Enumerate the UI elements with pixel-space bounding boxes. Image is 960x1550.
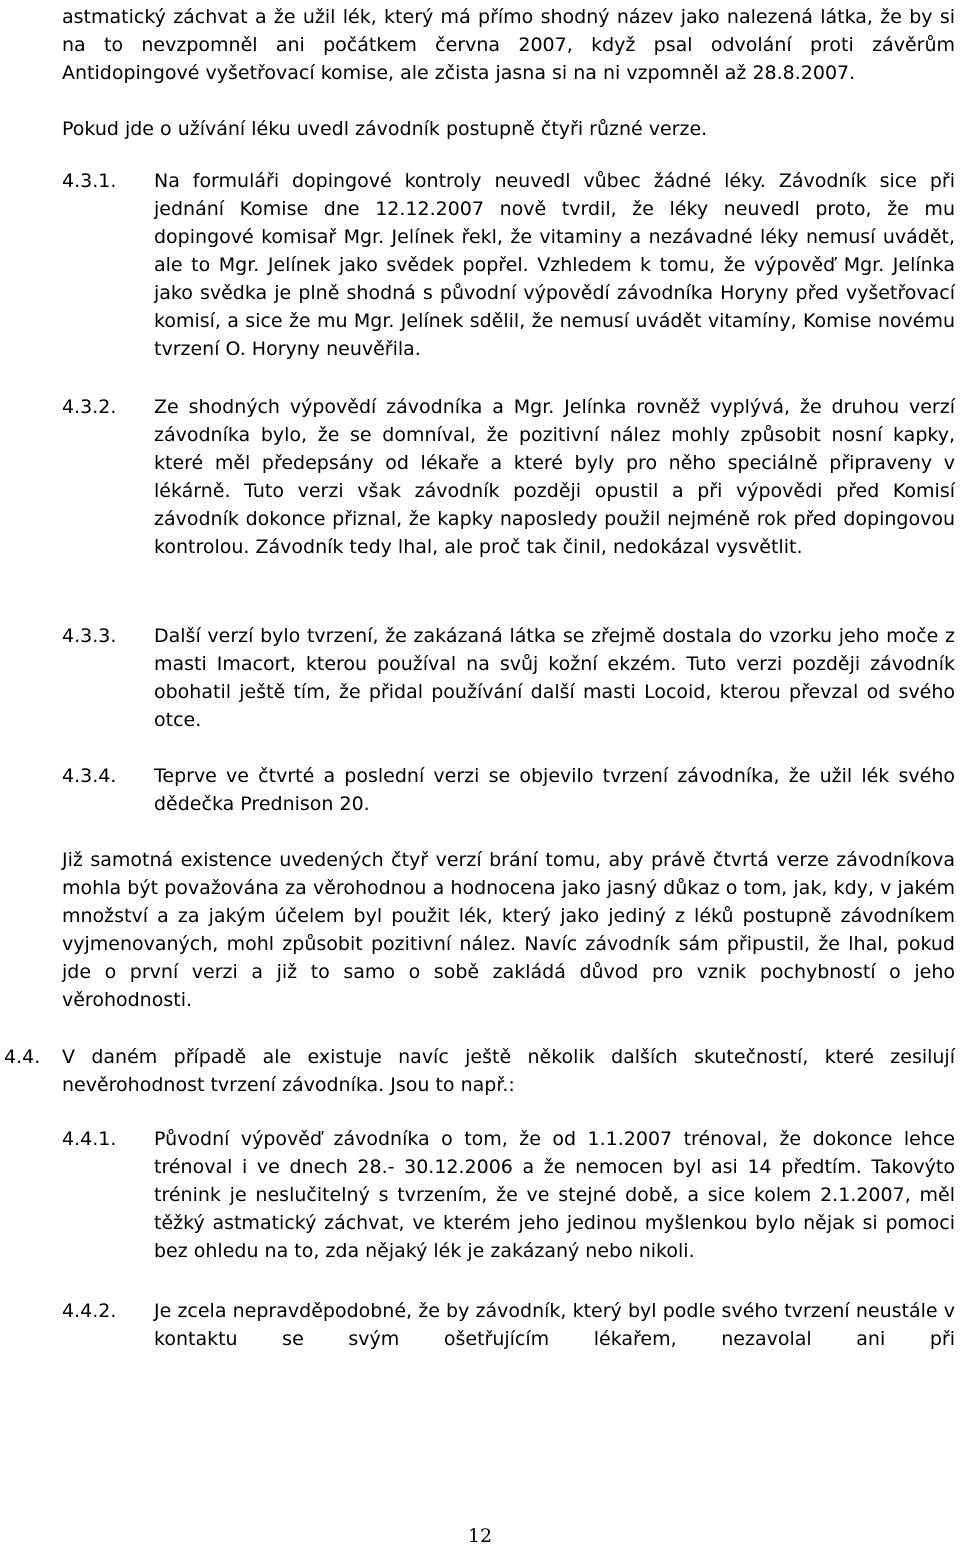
item-text-4-4-2: Je zcela nepravděpodobné, že by závodník, který byl podle svého tvrzení neustále v kontaktu se svým ošetřujícím lékařem, nezavolal ani při bbox=[154, 1300, 955, 1350]
item-text-4-3-2: Ze shodných výpovědí závodníka a Mgr. Jelínka rovněž vyplývá, že druhou verzí závodníka bylo, že se domníval, že pozitivní nález mohly způsobit nosní kapky, které měl předepsány od lékaře a které byly pro něho speciálně připraveny v lékárně. Tuto verzi však závodník později opustil a při výpovědi před Komisí závodník dokonce přiznal, že kapky naposledy použil nejméně rok před dopingovou kontrolou. Závodník tedy lhal, ale proč tak činil, nedokázal vysvětlit. bbox=[154, 396, 955, 558]
item-text-4-3-3: Další verzí bylo tvrzení, že zakázaná látka se zřejmě dostala do vzorku jeho moče z masti Imacort, kterou používal na svůj kožní ekzém. Tuto verzi později závodník obohatil ještě tím, že přidal používání další masti Locoid, kterou převzal od svého otce. bbox=[154, 625, 955, 731]
item-text-4-4-1: Původní výpověď závodníka o tom, že od 1.1.2007 trénoval, že dokonce lehce trénoval i ve dnech 28.- 30.12.2006 a že nemocen byl asi 14 předtím. Takovýto trénink je neslučitelný s tvrzením, že ve stejné době, a sice kolem 2.1.2007, měl těžký astmatický záchvat, ve kterém jeho jedinou myšlenkou bylo nějak si pomoci bez ohledu na to, zda nějaký lék je zakázaný nebo nikoli. bbox=[154, 1128, 955, 1262]
section-number-4-4: 4.4. bbox=[4, 1046, 41, 1068]
item-text-4-3-4: Teprve ve čtvrté a poslední verzi se objevilo tvrzení závodníka, že užil lék svého dědečka Prednison 20. bbox=[154, 765, 955, 815]
intro-paragraph: astmatický záchvat a že užil lék, který má přímo shodný název jako nalezená látka, že by si na to nevzpomněl ani počátkem června 2007, když psal odvolání proti závěrům Antidopingové vyšetřovací komise, ale zčista jasna si na ni vzpomněl až 28.8.2007. bbox=[62, 6, 955, 84]
item-number-4-3-4: 4.3.4. bbox=[62, 765, 117, 787]
section-text-4-4: V daném případě ale existuje navíc ještě několik dalších skutečností, které zesilují nevěrohodnost tvrzení závodníka. Jsou to např.: bbox=[62, 1046, 955, 1096]
item-number-4-3-2: 4.3.2. bbox=[62, 396, 117, 418]
summary-paragraph: Již samotná existence uvedených čtyř verzí brání tomu, aby právě čtvrtá verze závodníkova mohla být považována za věrohodnou a hodnocena jako jasný důkaz o tom, jak, kdy, v jakém množství a za jakým účelem byl použit lék, který jako jediný z léků postupně závodníkem vyjmenovaných, mohl způsobit pozitivní nález. Navíc závodník sám připustil, že lhal, pokud jde o první verzi a již to samo o sobě zakládá důvod pro vznik pochybností o jeho věrohodnosti. bbox=[62, 849, 955, 1011]
item-number-4-3-1: 4.3.1. bbox=[62, 170, 117, 192]
item-text-4-3-1: Na formuláři dopingové kontroly neuvedl vůbec žádné léky. Závodník sice při jednání Komise dne 12.12.2007 nově tvrdil, že léky neuvedl proto, že mu dopingové komisař Mgr. Jelínek řekl, že vitaminy a nezávadné léky nemusí uvádět, ale to Mgr. Jelínek jako svědek popřel. Vzhledem k tomu, že výpověď Mgr. Jelínka jako svědka je plně shodná s původní výpovědí závodníka Horyny před vyšetřovací komisí, a sice že mu Mgr. Jelínek sdělil, že nemusí uvádět vitamíny, Komise novému tvrzení O. Horyny neuvěřila. bbox=[154, 170, 955, 360]
item-number-4-4-2: 4.4.2. bbox=[62, 1300, 117, 1322]
intro-sentence: Pokud jde o užívání léku uvedl závodník postupně čtyři různé verze. bbox=[62, 118, 708, 140]
page-number: 12 bbox=[467, 1525, 493, 1547]
item-number-4-3-3: 4.3.3. bbox=[62, 625, 117, 647]
item-number-4-4-1: 4.4.1. bbox=[62, 1128, 117, 1150]
